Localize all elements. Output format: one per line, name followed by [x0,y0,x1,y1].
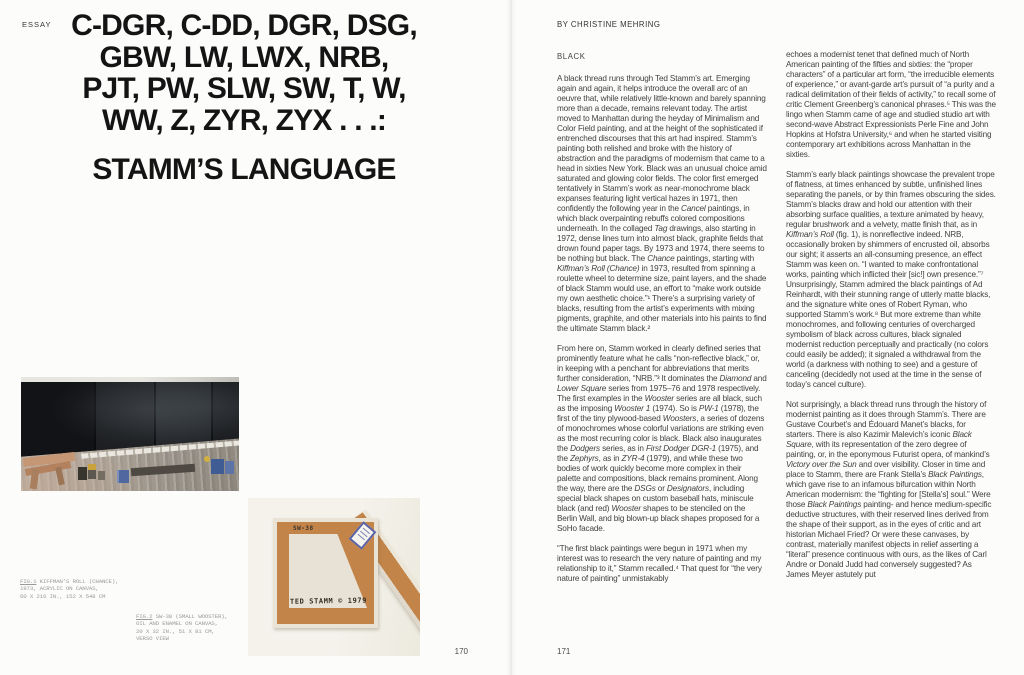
paint-lid [204,456,210,462]
paint-pail [211,459,224,474]
body-paragraph: Stamm’s early black paintings showcase the prevalent trope of flatness, at times enhanced by subtle, unfinished lines separating the panels, or by thin frames obscuring the sides. Stamm’s blacks draw and hold our attention with their absorbing surface qualities, a texture animated by heavy, regular brushwork and a velvety, matte finish that, as in Kiffman’s Roll (fig. 1), is nonreflective indeed. NRB, occasionally broken by shimmers of encrusted oil, absorbs our sight; it asserts an all-consuming presence, an effect Stamm was keen on. “I wanted to make confrontational works, painting which inflicted their [sic!] own presence.”⁷ Unsurprisingly, Stamm admired the black paintings of Ad Reinhardt, with their stunning range of utterly matte blacks, and the signature white ones of Robert Ryman, who supported Stamm’s work.⁸ But more extreme than white monochromes, and following centuries of overcharged symbolism of black across cultures, black signaled modernist reduction perceptually and practically (no colors could easily be added); it signaled a withdrawal from the world (a darkness with nothing to see) and a gesture of canceling (decidedly not used at the time in the sense of today’s cancel culture). [786,170,996,389]
caption-line: 1973, ACRYLIC ON CANVAS, [20,585,99,593]
body-paragraph: Not surprisingly, a black thread runs through the history of modernist painting as it does through Stamm’s. There are Gustave Courbet’s and Édouard Manet’s blacks, for starters. There is also Kazimir Malevich’s iconic Black Square, with its representation of the zero degree of painting, or, in the eponymous Futurist opera, of mankind’s Victory over the Sun and over visibility. Closer in time and place to Stamm, there are Frank Stella’s Black Paintings, which gave rise to an infamous bifurcation within North American modernism: the “fighting for [Stella’s] soul.” Were those Black Paintings painting- and hence medium-specific deductive structures, with their reserved lines derived from the shape of their support, as in the eyes of critic and art historian Michael Fried? Or were these canvases, by contrast, materially manifest objects in relief asserting a “literal” presence continuous with ours, as the likes of Carl Andre or Donald Judd had conversely suggested? As James Meyer astutely put [786,400,992,579]
page-number-left: 170 [454,647,468,656]
text-column-2 [786,50,996,590]
title-line: WW, Z, ZYR, ZYX . . .: [101,104,387,138]
fig2-label: FIG.2 [136,613,153,620]
text-column-1 [557,20,767,594]
title-line: C-DGR, C-DD, DGR, DSG, [71,9,417,42]
fig1-label: FIG.1 [20,578,37,585]
caption-line: 60 X 216 IN., 152 X 548 CM [20,592,106,600]
section-heading: BLACK [557,52,586,61]
caption-line: OIL AND ENAMEL ON CANVAS, [136,620,218,628]
paint-pail [225,461,234,474]
body-paragraph: echoes a modernist tenet that defined much of North American painting of the fifties and sixties: the “proper characters” of a particular art form, “the irreducible elements of experience,” or avant-garde art’s pursuit of “a purity and a radical delimitation of their fields of activity,” to recall some of critic Clement Greenberg’s canonical phrases.⁵ This was the lingo when Stamm came of age and studied studio art with second-wave Abstract Expressionists Perle Fine and John Hopkins at Hofstra University,⁶ and when he started visiting contemporary art exhibitions across Manhattan in the sixties. [786,50,996,159]
caption-line [20,578,118,585]
caption-text: SW-38 (SMALL WOOSTER), [152,613,228,620]
fig2-photo [248,498,420,656]
essay-title [24,10,464,186]
paint-can [98,471,105,480]
body-paragraph: From here on, Stamm worked in clearly defined series that prominently feature what he calls “non-reflective black,” or, in keeping with a penchant for abbreviations that merits further consideration, “NRB.”³ It dominates the Diamond and Lower Square series from 1975–76 and 1978 respectively. The first examples in the Wooster series are all black, such as the imposing Wooster 1 (1974). So is PW-1 (1978), the first of the tiny plywood-based Woosters, a series of dozens of monochromes whose colorful variations are striking even as the most recurring color is black. Black also inaugurates the Dodgers series, as in First Dodger DGR-1 (1975), and the Zephyrs, as in ZYR-4 (1979), and while these two bodies of work quickly become more complex in their palette and compositions, black remains prominent. Along the way, there are the DSGs or Designators, including special black shapes on custom baseball hats, miniscule black (and red) Wooster shapes to be stenciled on the Berlin Wall, and big blown-up black shapes proposed for a SoHo facade. [557,344,767,533]
fig1-caption [20,578,118,600]
page-gutter [506,0,516,675]
essay-subtitle: STAMM’S LANGUAGE [92,152,396,186]
title-line: GBW, LW, LWX, NRB, [99,40,389,74]
body-paragraph: “The first black paintings were begun in 1971 when my interest was to research the very nature of painting and my relationship to it,” Stamm recalled.⁴ That quest for “the very nature of painting” unmistakably [557,544,762,583]
page-number-right: 171 [557,647,571,656]
caption-line [136,613,228,620]
byline: BY CHRISTINE MEHRING [557,20,661,29]
body-paragraph: A black thread runs through Ted Stamm’s art. Emerging again and again, it helps introduce the overall arc of an oeuvre that, while relatively little-known and barely spanning more than a decade, remains relevant today. The artist moved to Manhattan during the heyday of Minimalism and Color Field painting, and at the height of the sophisticated if entrenched discourses that this art had inspired. Stamm’s painting both relished and broke with the history of abstraction and the paradigms of modernism that came to a head in sixties New York. Black was an unusual choice amid saturated and glowing color fields. The color first emerged tentatively in Stamm’s work as near-monochrome black expanses featuring light vertical hazes in 1971, then confidently the following year in the Cancel paintings, in which black overpainting rebuffs colored compositions underneath. In the collaged Tag drawings, also starting in 1972, dense lines turn into almost black, graphite fields that drown found paper tags. By 1973 and 1974, there seems to be nothing but black. The Chance paintings, starting with Kiffman’s Roll (Chance) in 1973, resulted from spinning a roulette wheel to determine size, paint layers, and the shade of black Stamm would use, an effort to “make work outside my own aesthetic choice.”¹ There’s a surprising variety of blacks, resulting from the artist’s experiments with mixing pigments, graphite, and other materials into his paints to find the ultimate Stamm black.² [557,74,767,333]
stamp-id-text: SW-38 [293,525,314,532]
paint-can [78,467,87,480]
fig2-caption [136,613,228,643]
paint-tub [117,470,129,483]
caption-line: 20 X 32 IN., 51 X 81 CM, [136,627,215,635]
fig1-photo [21,377,239,491]
caption-line: VERSO VIEW [136,635,169,643]
essay-kicker: ESSAY [22,20,52,29]
caption-text: KIFFMAN’S ROLL (CHANCE), [36,578,119,585]
paint-can [88,470,96,479]
artist-stamp-text: TED STAMM © 1979 [289,596,368,606]
title-line: PJT, PW, SLW, SW, T, W, [82,72,406,106]
